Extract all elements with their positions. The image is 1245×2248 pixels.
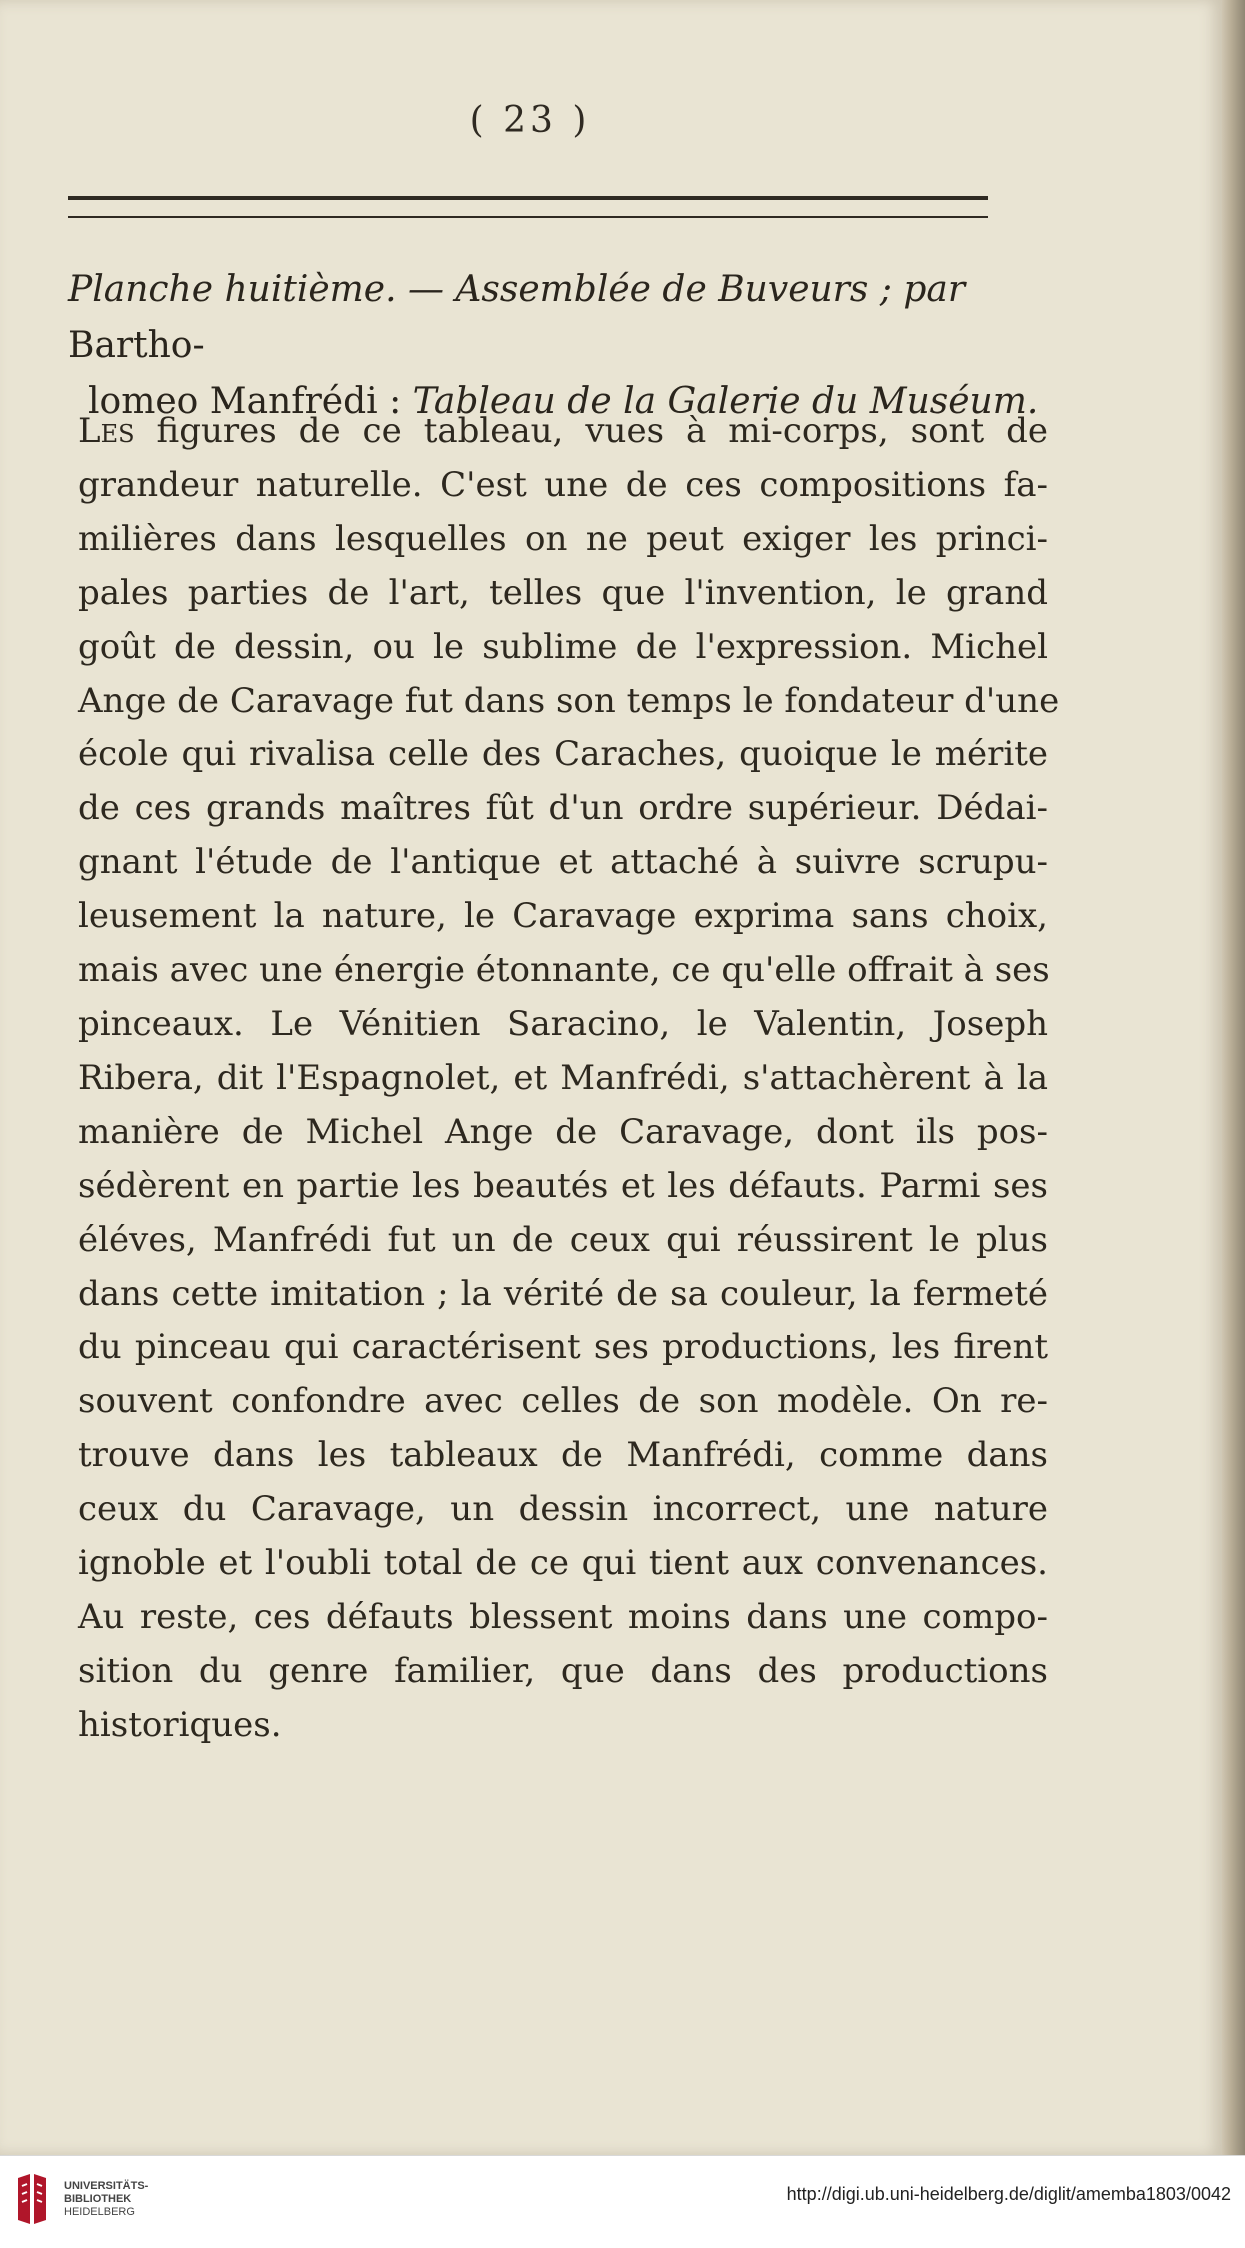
text-line: Ribera, dit l'Espagnolet, et Manfrédi, s'attachèrent à la bbox=[78, 1057, 1048, 1098]
text-line: souvent confondre avec celles de son modèle. On re- bbox=[78, 1381, 1048, 1422]
text-line: leusement la nature, le Caravage exprima sans choix, bbox=[78, 896, 1048, 937]
page-number: ( 23 ) bbox=[469, 100, 591, 141]
drop-word: Les bbox=[78, 411, 135, 451]
text-line: Les figures de ce tableau, vues à mi-corps, sont de bbox=[78, 411, 1048, 451]
text-line: Ange de Caravage fut dans son temps le fondateur d'une bbox=[78, 680, 1060, 721]
text-line: sition du genre familier, que dans des productions bbox=[78, 1650, 1048, 1691]
text-line: milières dans lesquelles on ne peut exiger les princi- bbox=[78, 518, 1048, 559]
text-line: mais avec une énergie étonnante, ce qu'elle offrait à ses bbox=[78, 950, 1050, 991]
heading-line-1: Planche huitième. — Assemblée de Buveurs ; par Bartho- bbox=[68, 269, 966, 366]
text-line: gnant l'étude de l'antique et attaché à suivre scrupu- bbox=[78, 842, 1048, 883]
text-line: manière de Michel Ange de Caravage, dont ils pos- bbox=[78, 1111, 1048, 1152]
body-text bbox=[78, 405, 1060, 1753]
text-line: de ces grands maîtres fût d'un ordre supérieur. Dédai- bbox=[78, 788, 1048, 829]
library-logo-icon bbox=[14, 2172, 50, 2228]
text-line: du pinceau qui caractérisent ses productions, les firent bbox=[78, 1327, 1048, 1368]
text-line: historiques. bbox=[78, 1704, 282, 1745]
text-line: goût de dessin, ou le sublime de l'expression. Michel bbox=[78, 626, 1048, 667]
text-line: pinceaux. Le Vénitien Saracino, le Valentin, Joseph bbox=[78, 1003, 1048, 1044]
text-line: école qui rivalisa celle des Caraches, quoique le mérite bbox=[78, 734, 1048, 775]
text-line: éléves, Manfrédi fut un de ceux qui réussirent le plus bbox=[78, 1219, 1048, 1260]
page-edge bbox=[1222, 0, 1245, 2155]
text-line: sédèrent en partie les beautés et les défauts. Parmi ses bbox=[78, 1165, 1048, 1206]
heading-line-2: lomeo Manfrédi : Tableau de la Galerie du Muséum. bbox=[88, 381, 1039, 422]
text-line: Au reste, ces défauts blessent moins dans une compo- bbox=[78, 1596, 1048, 1637]
header-rule-thin bbox=[68, 216, 988, 218]
text-line: ignoble et l'oubli total de ce qui tient aux convenances. bbox=[78, 1543, 1048, 1584]
text-line: grandeur naturelle. C'est une de ces compositions fa- bbox=[78, 464, 1048, 505]
text-line: trouve dans les tableaux de Manfrédi, comme dans bbox=[78, 1435, 1048, 1476]
digitization-footer bbox=[0, 2155, 1245, 2248]
text-line: pales parties de l'art, telles que l'invention, le grand bbox=[78, 572, 1048, 613]
permalink-url[interactable]: http://digi.ub.uni-heidelberg.de/diglit/amemba1803/0042 bbox=[786, 2184, 1231, 2204]
header-rule-thick bbox=[68, 196, 988, 200]
text-line: dans cette imitation ; la vérité de sa couleur, la fermeté bbox=[78, 1273, 1048, 1314]
library-name: UNIVERSITÄTS- BIBLIOTHEK HEIDELBERG bbox=[64, 2180, 149, 2218]
text-line: ceux du Caravage, un dessin incorrect, une nature bbox=[78, 1489, 1048, 1530]
